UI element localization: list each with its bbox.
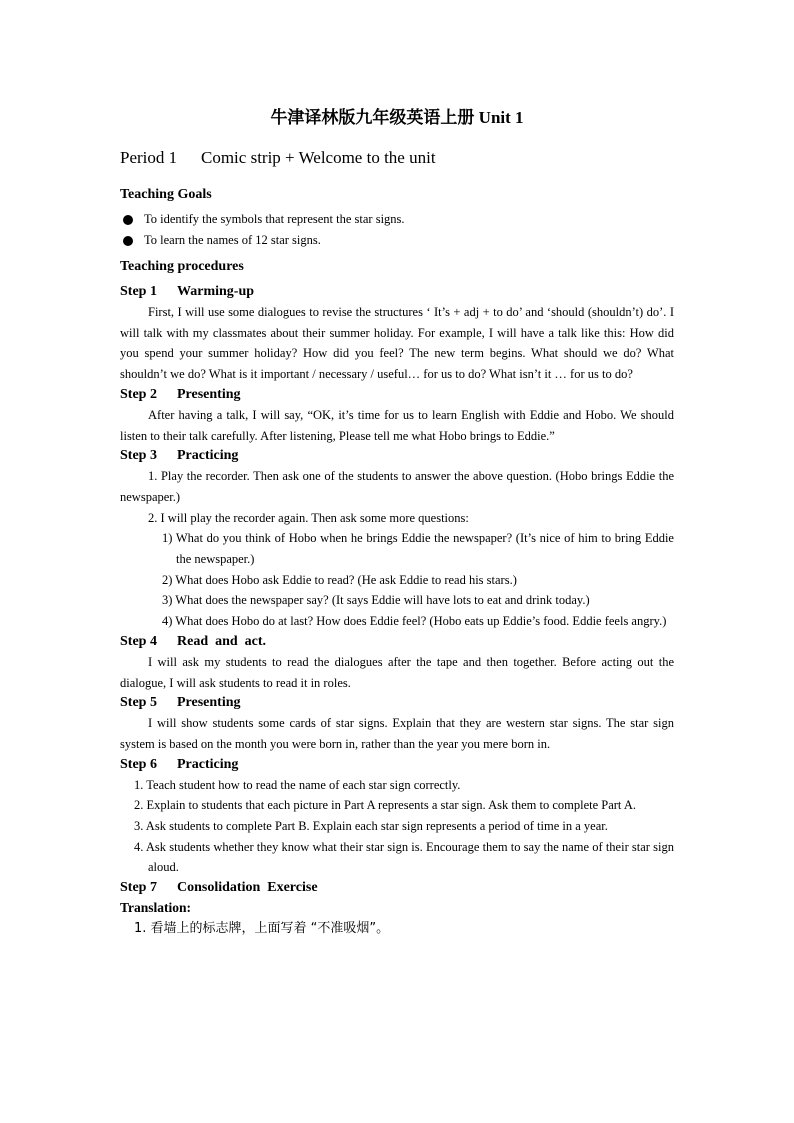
bullet-dot-icon <box>123 236 133 246</box>
teaching-goals-heading: Teaching Goals <box>120 187 212 202</box>
step-4-text: I will ask my students to read the dialogues after the tape and then together. Before acting out the dialogue, I will ask students to read it in roles. <box>120 654 674 690</box>
step-6-item: 2. Explain to students that each picture in Part A represents a star sign. Ask them to complete Part A. <box>134 798 636 813</box>
teaching-procedures-heading: Teaching procedures <box>120 259 244 274</box>
translation-item: 1. 看墙上的标志牌，上面写着 “不准吸烟”。 <box>134 921 390 937</box>
goal-item: To learn the names of 12 star signs. <box>120 230 674 251</box>
step-6-heading: Step 6 Practicing <box>120 756 239 772</box>
step-6-item: 4. Ask students whether they know what their star sign is. Encourage them to say the name of their star sign aloud. <box>134 839 674 875</box>
step-3-question: 3) What does the newspaper say? (It says Eddie will have lots to eat and drink today.) <box>162 593 590 608</box>
step-3-question: 1) What do you think of Hobo when he brings Eddie the newspaper? (It’s nice of him to bring Eddie the newspaper.) <box>162 531 674 567</box>
document-content <box>120 106 674 940</box>
document-title: 牛津译林版九年级英语上册 Unit 1 <box>270 108 524 127</box>
step-5-heading: Step 5 Presenting <box>120 695 241 711</box>
translation-heading: Translation: <box>120 900 192 916</box>
step-6-item: 1. Teach student how to read the name of each star sign correctly. <box>134 777 461 792</box>
period-label: Period 1 <box>120 148 178 167</box>
period-heading <box>120 146 674 170</box>
step-7-heading: Step 7 Consolidation Exercise <box>120 880 318 896</box>
step-3-heading: Step 3 Practicing <box>120 448 239 464</box>
step-1-text: First, I will use some dialogues to revise the structures ‘ It’s + adj + to do’ and ‘should (shouldn’t) do’. I will talk with my classmates about their summer holiday. For example, I will have a talk like this: How did you spend your summer holiday? How did you feel? The new term begins. What should we do? What shouldn’t we do? What is it important / necessary / useful… for us to do? What isn’t it … for us to do? <box>120 305 674 382</box>
goal-item: To identify the symbols that represent the star signs. <box>120 209 674 230</box>
step-4-heading: Step 4 Read and act. <box>120 633 267 649</box>
step-2-heading: Step 2 Presenting <box>120 386 241 402</box>
step-3-question: 2) What does Hobo ask Eddie to read? (He ask Eddie to read his stars.) <box>162 572 517 587</box>
step-2-text: After having a talk, I will say, “OK, it’s time for us to learn English with Eddie and Hobo. We should listen to their talk carefully. After listening, Please tell me what Hobo brings to Eddie.” <box>120 407 674 443</box>
step-6-item: 3. Ask students to complete Part B. Explain each star sign represents a period of time in a year. <box>134 819 608 834</box>
bullet-dot-icon <box>123 215 133 225</box>
step-3-question: 4) What does Hobo do at last? How does Eddie feel? (Hobo eats up Eddie’s food. Eddie feels angry.) <box>162 614 667 629</box>
step-3-item-2: 2. I will play the recorder again. Then ask some more questions: <box>148 510 469 525</box>
step-5-text: I will show students some cards of star signs. Explain that they are western star signs. The star sign system is based on the month you were born in, rather than the year you mere born in. <box>120 716 674 751</box>
step-1-heading: Step 1 Warming-up <box>120 284 255 299</box>
step-3-item-1: 1. Play the recorder. Then ask one of the students to answer the above question. (Hobo brings Eddie the newspaper.) <box>120 469 674 504</box>
period-title: Comic strip + Welcome to the unit <box>201 148 436 167</box>
